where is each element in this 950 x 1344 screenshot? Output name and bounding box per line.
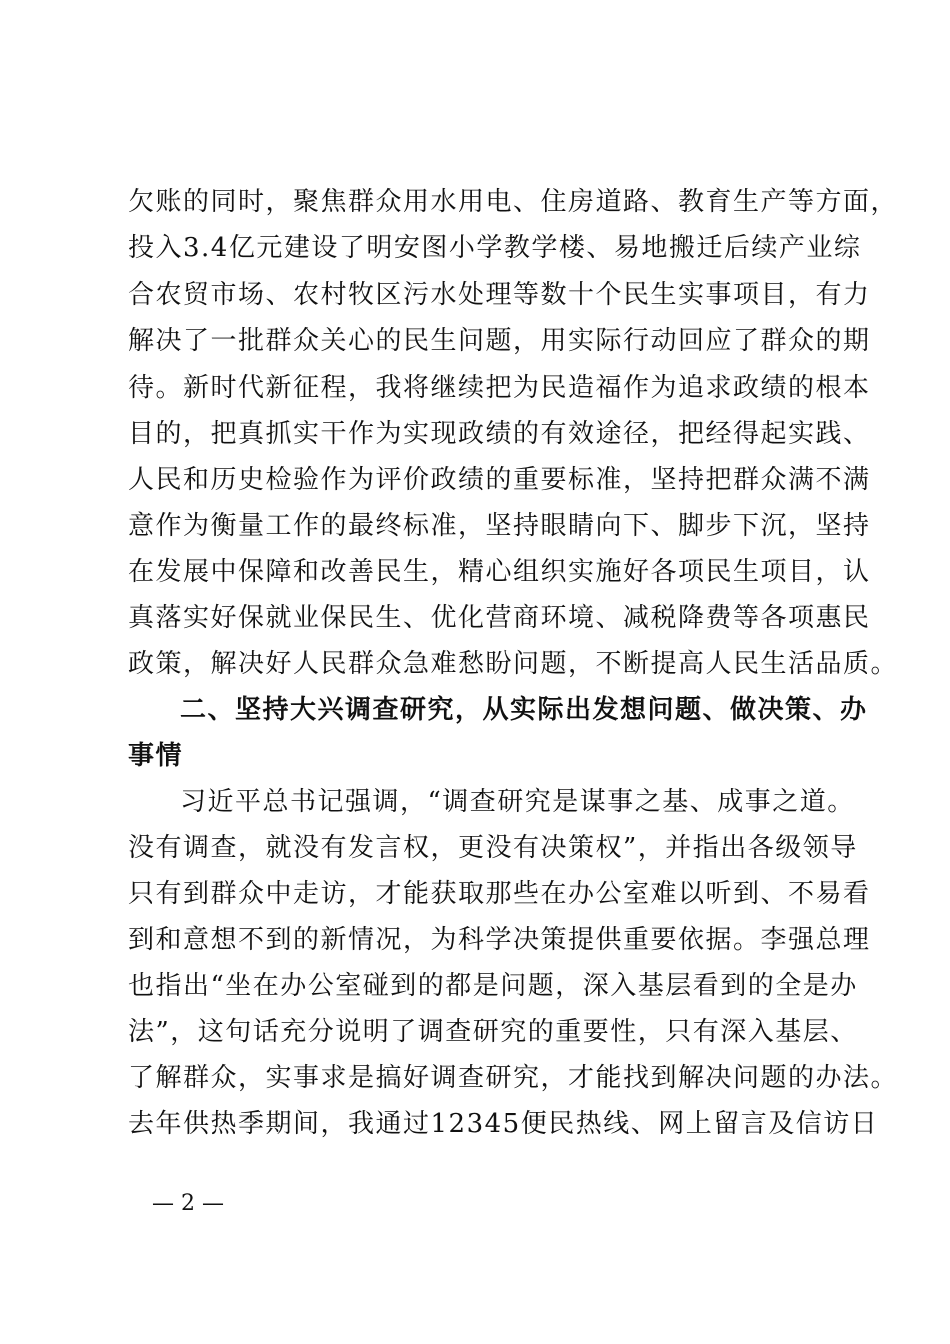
body-line: 人民和历史检验作为评价政绩的重要标准，坚持把群众满不满 bbox=[128, 465, 871, 495]
body-line: 没有调查，就没有发言权，更没有决策权”，并指出各级领导 bbox=[128, 833, 858, 863]
body-line: 了解群众，实事求是搞好调查研究，才能找到解决问题的办法。 bbox=[128, 1063, 899, 1093]
body-line: 政策，解决好人民群众急难愁盼问题，不断提高人民生活品质。 bbox=[128, 649, 899, 679]
body-line: 到和意想不到的新情况，为科学决策提供重要依据。李强总理 bbox=[128, 925, 871, 955]
page-number: — 2 — bbox=[152, 1191, 224, 1216]
body-line: 去年供热季期间，我通过12345便民热线、网上留言及信访日 bbox=[128, 1109, 879, 1139]
body-line: 目的，把真抓实干作为实现政绩的有效途径，把经得起实践、 bbox=[128, 419, 871, 449]
section-heading-line: 二、坚持大兴调查研究，从实际出发想问题、做决策、办 bbox=[180, 695, 868, 725]
body-line: 也指出“坐在办公室碰到的都是问题，深入基层看到的全是办 bbox=[128, 971, 858, 1001]
body-line: 合农贸市场、农村牧区污水处理等数十个民生实事项目，有力 bbox=[128, 280, 871, 310]
body-line: 投入3.4亿元建设了明安图小学教学楼、易地搬迁后续产业综 bbox=[128, 233, 862, 263]
body-line: 意作为衡量工作的最终标准，坚持眼睛向下、脚步下沉，坚持 bbox=[128, 511, 871, 541]
body-line: 在发展中保障和改善民生，精心组织实施好各项民生项目，认 bbox=[128, 557, 871, 587]
body-line: 待。新时代新征程，我将继续把为民造福作为追求政绩的根本 bbox=[128, 373, 871, 403]
body-line: 解决了一批群众关心的民生问题，用实际行动回应了群众的期 bbox=[128, 326, 871, 356]
body-line: 只有到群众中走访，才能获取那些在办公室难以听到、不易看 bbox=[128, 879, 871, 909]
body-line: 习近平总书记强调，“调查研究是谋事之基、成事之道。 bbox=[180, 787, 855, 817]
body-line: 法”，这句话充分说明了调查研究的重要性，只有深入基层、 bbox=[128, 1017, 858, 1047]
body-line: 欠账的同时，聚焦群众用水用电、住房道路、教育生产等方面， bbox=[128, 187, 899, 217]
section-heading-line: 事情 bbox=[128, 741, 184, 771]
body-line: 真落实好保就业保民生、优化营商环境、减税降费等各项惠民 bbox=[128, 603, 871, 633]
